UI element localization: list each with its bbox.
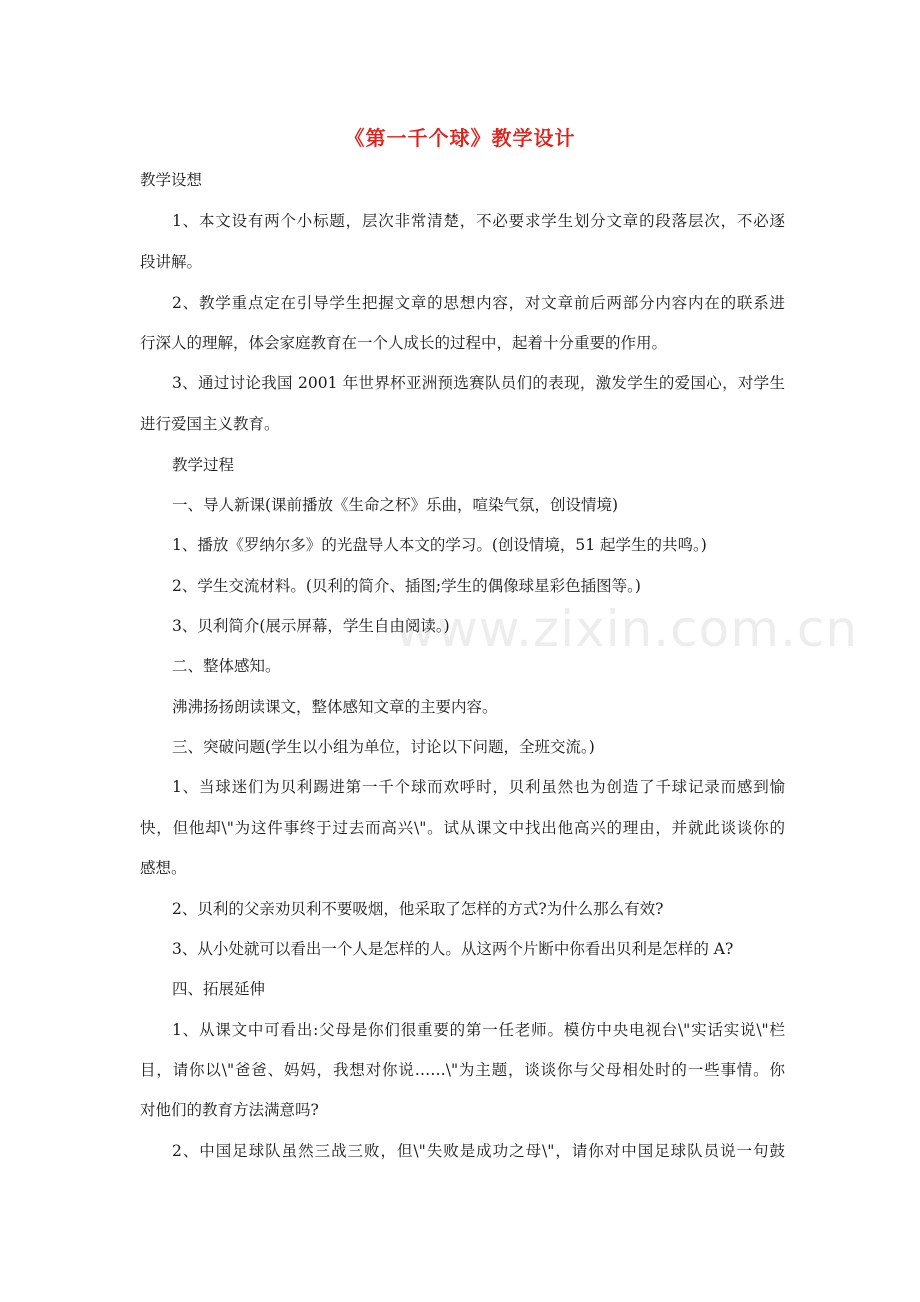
paragraph-line: 2、贝利的父亲劝贝利不要吸烟，他采取了怎样的方式?为什么那么有效?	[172, 900, 664, 918]
paragraph-line: 1、本文设有两个小标题，层次非常清楚，不必要求学生划分文章的段落层次，不必逐	[172, 212, 785, 230]
document-title: 《第一千个球》教学设计	[344, 126, 576, 150]
paragraph-line: 2、学生交流材料。(贝利的简介、插图;学生的偶像球星彩色插图等。)	[172, 577, 641, 595]
paragraph-line: 2、中国足球队虽然三战三败，但\"失败是成功之母\"，请你对中国足球队员说一句鼓	[172, 1142, 785, 1160]
paragraph-line: 目，请你以\"爸爸、妈妈，我想对你说……\"为主题，谈谈你与父母相处时的一些事情。你	[140, 1061, 785, 1079]
section-heading-extension: 四、拓展延伸	[172, 980, 266, 998]
paragraph-line: 一、导人新课(课前播放《生命之杯》乐曲，喧染气氛，创设情境)	[172, 496, 619, 514]
paragraph-line: 1、从课文中可看出:父母是你们很重要的第一任老师。模仿中央电视台\"实话实说\"栏	[172, 1021, 785, 1039]
paragraph-line: 3、通过讨论我国 2001 年世界杯亚洲预选赛队员们的表现，激发学生的爱国心，对学生	[172, 374, 785, 392]
paragraph-line: 1、播放《罗纳尔多》的光盘导人本文的学习。(创设情境，51 起学生的共鸣。)	[172, 536, 707, 554]
section-heading-teaching-process: 教学过程	[172, 456, 235, 474]
paragraph-line: 三、突破问题(学生以小组为单位，讨论以下问题，全班交流。)	[172, 738, 595, 756]
paragraph-line: 2、教学重点定在引导学生把握文章的思想内容，对文章前后两部分内容内在的联系进	[172, 294, 785, 312]
paragraph-line: 段讲解。	[140, 253, 203, 271]
paragraph-line: 感想。	[140, 859, 187, 877]
paragraph-line: 二、整体感知。	[172, 657, 281, 675]
paragraph-line: 3、从小处就可以看出一个人是怎样的人。从这两个片断中你看出贝利是怎样的 A?	[172, 940, 734, 958]
paragraph-line: 对他们的教育方法满意吗?	[140, 1101, 319, 1119]
paragraph-line: 3、贝利简介(展示屏幕，学生自由阅读。)	[172, 617, 450, 635]
paragraph-line: 1、当球迷们为贝利踢进第一千个球而欢呼时，贝利虽然也为创造了千球记录而感到愉	[172, 778, 785, 796]
section-heading-design-idea: 教学设想	[140, 171, 203, 189]
watermark: www.zixin.com.cn	[395, 600, 859, 658]
paragraph-line: 行深人的理解，体会家庭教育在一个人成长的过程中，起着十分重要的作用。	[140, 334, 668, 352]
paragraph-line: 快，但他却\"为这件事终于过去而高兴\"。试从课文中找出他高兴的理由，并就此谈谈你的	[140, 819, 785, 837]
paragraph-line: 沸沸扬扬朗读课文，整体感知文章的主要内容。	[172, 698, 498, 716]
paragraph-line: 进行爱国主义教育。	[140, 415, 280, 433]
